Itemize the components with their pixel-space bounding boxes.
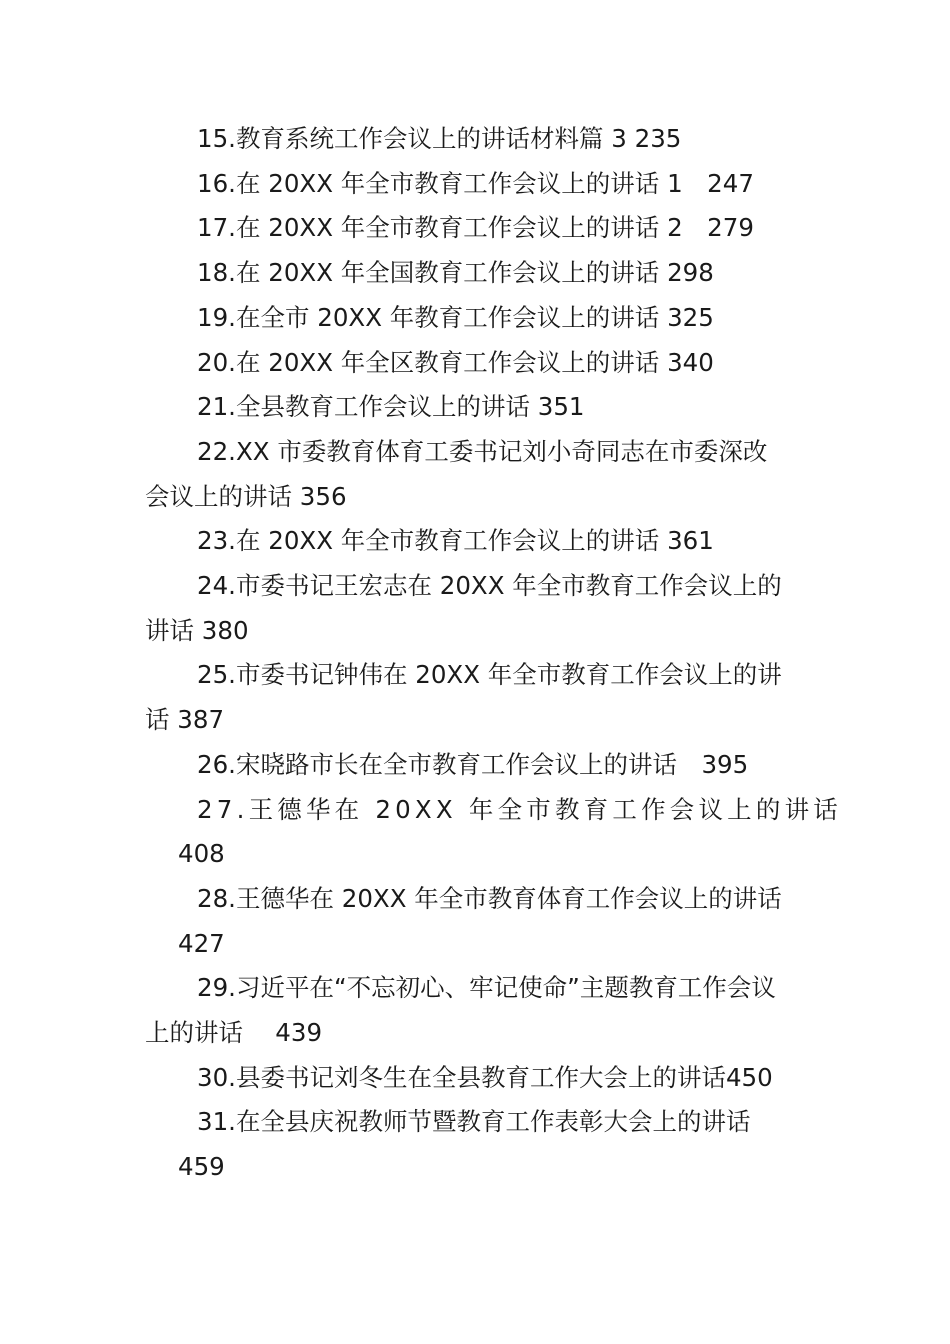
toc-entry-29: 29.习近平在“不忘初心、牢记使命”主题教育工作会议: [197, 973, 776, 1003]
toc-entry-26: 26.宋晓路市长在全市教育工作会议上的讲话 395: [197, 749, 749, 779]
toc-entry-19: 19.在全市 20XX 年教育工作会议上的讲话 325: [197, 302, 714, 332]
toc-entry-28-continuation: 427: [178, 928, 225, 958]
toc-entry-22: 22.XX 市委教育体育工委书记刘小奇同志在市委深改: [197, 436, 768, 466]
toc-entry-27-continuation: 408: [178, 839, 225, 869]
toc-entry-24-continuation: 讲话 380: [145, 615, 249, 645]
toc-entry-29-continuation: 上的讲话 439: [145, 1018, 323, 1048]
toc-entry-30: 30.县委书记刘冬生在全县教育工作大会上的讲话450: [197, 1062, 773, 1092]
toc-entry-17: 17.在 20XX 年全市教育工作会议上的讲话 2 279: [197, 213, 754, 243]
toc-entry-15: 15.教育系统工作会议上的讲话材料篇 3 235: [197, 124, 682, 153]
toc-entry-31-continuation: 459: [178, 1152, 225, 1182]
toc-entry-24: 24.市委书记王宏志在 20XX 年全市教育工作会议上的: [197, 571, 782, 601]
toc-entry-23: 23.在 20XX 年全市教育工作会议上的讲话 361: [197, 526, 714, 556]
toc-entry-27: 27.王德华在 20XX 年全市教育工作会议上的讲话: [197, 794, 842, 824]
toc-entry-25: 25.市委书记钟伟在 20XX 年全市教育工作会议上的讲: [197, 660, 782, 690]
table-of-contents: [145, 117, 842, 1190]
toc-entry-18: 18.在 20XX 年全国教育工作会议上的讲话 298: [197, 258, 714, 288]
toc-entry-22-continuation: 会议上的讲话 356: [145, 481, 347, 511]
toc-entry-21: 21.全县教育工作会议上的讲话 351: [197, 392, 585, 422]
toc-entry-16: 16.在 20XX 年全市教育工作会议上的讲话 1 247: [197, 168, 754, 198]
toc-entry-28: 28.王德华在 20XX 年全市教育体育工作会议上的讲话: [197, 883, 782, 913]
toc-entry-20: 20.在 20XX 年全区教育工作会议上的讲话 340: [197, 347, 714, 377]
toc-entry-31: 31.在全县庆祝教师节暨教育工作表彰大会上的讲话: [197, 1107, 751, 1137]
toc-entry-25-continuation: 话 387: [145, 705, 225, 735]
